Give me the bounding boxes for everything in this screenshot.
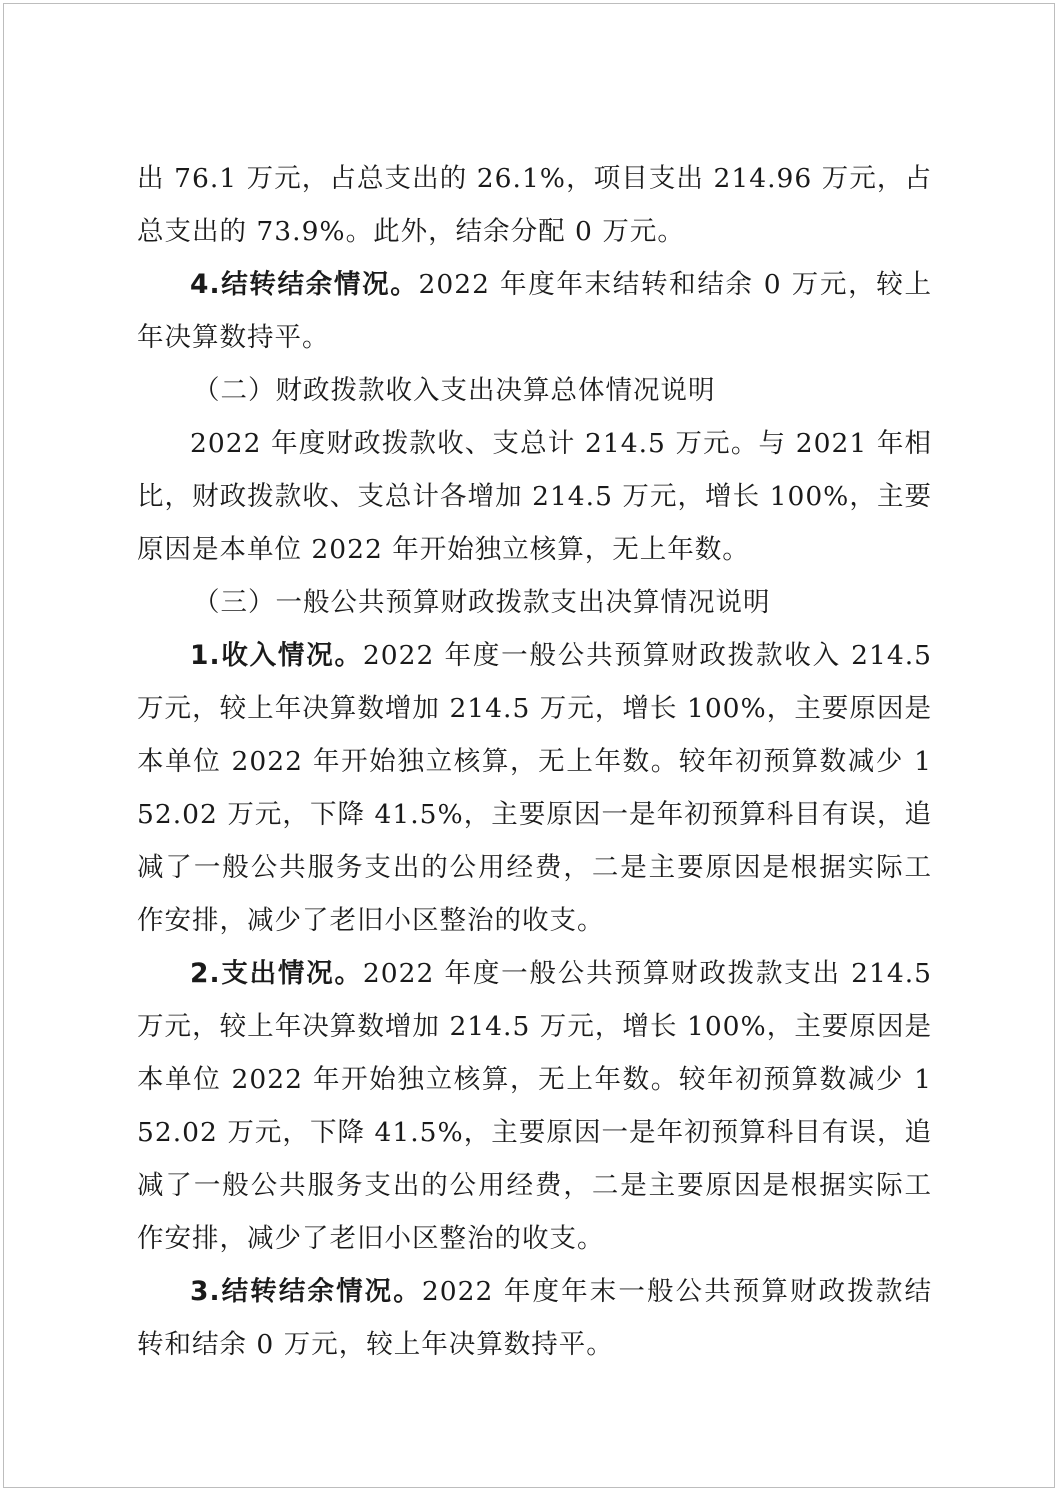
- paragraph-income: [137, 629, 932, 947]
- paragraph-text: 2022 年度年末一般公共预算财政拨款结转和结余 0 万元，较上年决算数持平。: [137, 1276, 932, 1360]
- paragraph-lead-title: 1.收入情况。: [190, 640, 363, 671]
- document-page: [3, 3, 1055, 1488]
- paragraph-carryover-balance: [137, 258, 932, 364]
- section-heading-general-budget: （三）一般公共预算财政拨款支出决算情况说明: [193, 587, 771, 618]
- paragraph-text: 2022 年度一般公共预算财政拨款收入 214.5 万元，较上年决算数增加 214.5 万元，增长 100%，主要原因是本单位 2022 年开始独立核算，无上年数。较年初预算数减少 152.02 万元，下降 41.5%，主要原因一是年初预算科目有误，追减了一般公共服务支出的公用经费，二是主要原因是根据实际工作安排，减少了老旧小区整治的收支。: [137, 640, 932, 936]
- paragraph-lead-title: 2.支出情况。: [190, 958, 363, 989]
- paragraph-fiscal-total: 2022 年度财政拨款收、支总计 214.5 万元。与 2021 年相比，财政拨款收、支总计各增加 214.5 万元，增长 100%，主要原因是本单位 2022 年开始独立核算，无上年数。: [137, 428, 932, 565]
- paragraph-lead-title: 4.结转结余情况。: [190, 269, 419, 300]
- paragraph-expenditure: [137, 947, 932, 1265]
- document-body: [137, 152, 932, 1371]
- paragraph-text: 2022 年度年末结转和结余 0 万元，较上年决算数持平。: [137, 269, 932, 353]
- paragraph-expenditure-continued: 出 76.1 万元，占总支出的 26.1%，项目支出 214.96 万元，占总支出的 73.9%。此外，结余分配 0 万元。: [137, 163, 932, 247]
- paragraph-lead-title: 3.结转结余情况。: [190, 1276, 422, 1307]
- section-heading-fiscal-appropriation: （二）财政拨款收入支出决算总体情况说明: [193, 375, 716, 406]
- paragraph-general-carryover: [137, 1265, 932, 1371]
- paragraph-text: 2022 年度一般公共预算财政拨款支出 214.5 万元，较上年决算数增加 214.5 万元，增长 100%，主要原因是本单位 2022 年开始独立核算，无上年数。较年初预算数减少 152.02 万元，下降 41.5%，主要原因一是年初预算科目有误，追减了一般公共服务支出的公用经费，二是主要原因是根据实际工作安排，减少了老旧小区整治的收支。: [137, 958, 932, 1254]
